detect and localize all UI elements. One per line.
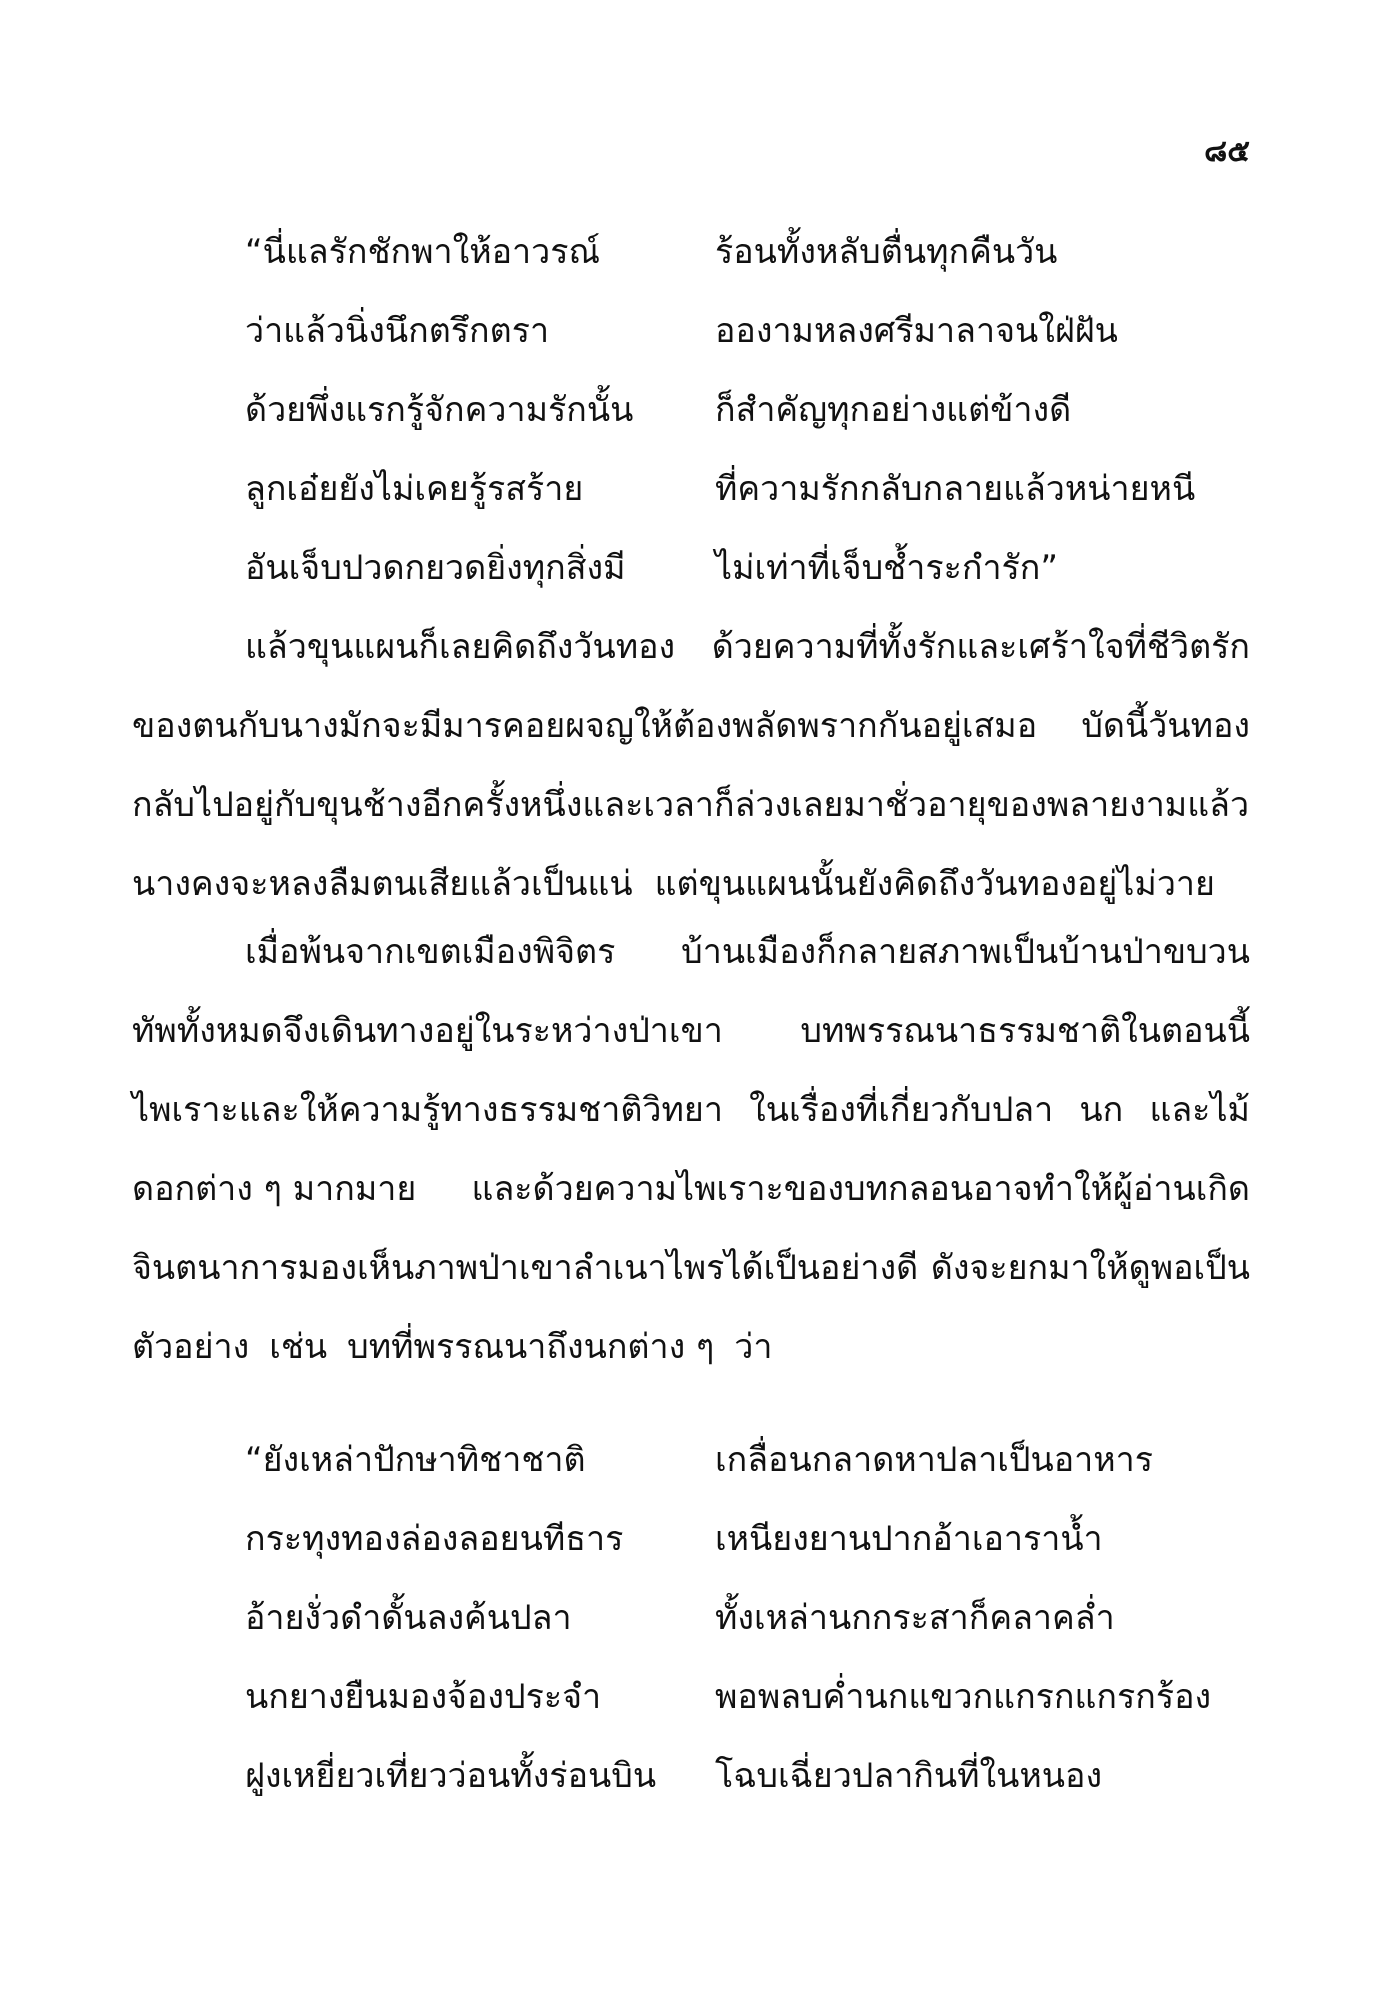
text-run: นก xyxy=(1079,1090,1124,1130)
text-run: นางคงจะหลงลืมตนเสียแล้วเป็นแน่ xyxy=(132,864,633,904)
verse-second-half: เหนียงยานปากอ้าเอาราน้ำ xyxy=(715,1519,1103,1559)
paragraph-line xyxy=(132,775,1250,854)
verse-second-half: เกลื่อนกลาดหาปลาเป็นอาหาร xyxy=(715,1440,1154,1480)
paragraph-line xyxy=(132,922,1250,1001)
verse-second-half: ไม่เท่าที่เจ็บช้ำระกำรัก” xyxy=(715,548,1059,588)
verse-line xyxy=(245,1667,1245,1746)
text-run: กลับไปอยู่กับขุนช้างอีกครั้งหนึ่งและเวลาก็ล่วงเลยมาชั่วอายุของพลายงามแล้ว xyxy=(132,785,1250,825)
verse-line xyxy=(245,222,1245,301)
verse-second-half: ก็สำคัญทุกอย่างแต่ข้างดี xyxy=(715,390,1072,430)
paragraph-1 xyxy=(132,617,1250,933)
text-run: แล้วขุนแผนก็เลยคิดถึงวันทอง xyxy=(245,627,676,667)
text-run: ทัพทั้งหมดจึงเดินทางอยู่ในระหว่างป่าเขา xyxy=(132,1011,723,1051)
verse-second-half: ทั้งเหล่านกกระสาก็คลาคล่ำ xyxy=(715,1598,1115,1638)
paragraph-line xyxy=(132,1159,1250,1238)
verse-line xyxy=(245,1430,1245,1509)
verse-block-2 xyxy=(245,1430,1245,1825)
verse-second-half: ที่ความรักกลับกลายแล้วหน่ายหนี xyxy=(715,469,1196,509)
verse-first-half: ลูกเอ๋ยยังไม่เคยรู้รสร้าย xyxy=(245,469,584,509)
text-run: ดอกต่าง ๆ มากมาย xyxy=(132,1169,417,1209)
text-run: บ้านเมืองก็กลายสภาพเป็นบ้านป่าขบวน xyxy=(681,932,1250,972)
verse-line xyxy=(245,380,1245,459)
text-run: ตัวอย่าง xyxy=(132,1327,250,1367)
page-number: ๘๕ xyxy=(1204,134,1250,169)
verse-first-half: ด้วยพึ่งแรกรู้จักความรักนั้น xyxy=(245,390,634,430)
text-run: บัดนี้วันทอง xyxy=(1081,706,1250,746)
text-run: บทที่พรรณนาถึงนกต่าง ๆ xyxy=(347,1327,715,1367)
paragraph-line xyxy=(132,617,1250,696)
verse-first-half: อ้ายงั่วดำดั้นลงค้นปลา xyxy=(245,1598,572,1638)
verse-second-half: ร้อนทั้งหลับตื่นทุกคืนวัน xyxy=(715,232,1058,272)
paragraph-line xyxy=(132,696,1250,775)
verse-line xyxy=(245,1746,1245,1825)
text-run: ในเรื่องที่เกี่ยวกับปลา xyxy=(749,1090,1054,1130)
text-run: เช่น xyxy=(269,1327,328,1367)
text-run: และด้วยความไพเราะของบทกลอนอาจทำให้ผู้อ่านเกิด xyxy=(471,1169,1250,1209)
verse-second-half: โฉบเฉี่ยวปลากินที่ในหนอง xyxy=(715,1756,1103,1796)
verse-second-half: พอพลบค่ำนกแขวกแกรกแกรกร้อง xyxy=(715,1677,1212,1717)
text-run: บทพรรณนาธรรมชาติในตอนนี้ xyxy=(800,1011,1250,1051)
paragraph-line xyxy=(132,1317,1250,1396)
verse-line xyxy=(245,459,1245,538)
verse-first-half: ฝูงเหยี่ยวเที่ยวว่อนทั้งร่อนบิน xyxy=(245,1756,657,1796)
verse-block-1 xyxy=(245,222,1245,617)
verse-line xyxy=(245,538,1245,617)
text-run: ของตนกับนางมักจะมีมารคอยผจญให้ต้องพลัดพรากกันอยู่เสมอ xyxy=(132,706,1038,746)
verse-line xyxy=(245,1509,1245,1588)
verse-first-half: “นี่แลรักชักพาให้อาวรณ์ xyxy=(245,232,601,272)
paragraph-line xyxy=(132,1001,1250,1080)
text-run: จินตนาการมองเห็นภาพป่าเขาลำเนาไพรได้เป็นอย่างดี xyxy=(132,1248,919,1288)
verse-first-half: อันเจ็บปวดกยวดยิ่งทุกสิ่งมี xyxy=(245,548,626,588)
paragraph-line xyxy=(132,1238,1250,1317)
text-run: และไม้ xyxy=(1149,1090,1250,1130)
text-run: ดังจะยกมาให้ดูพอเป็น xyxy=(930,1248,1250,1288)
verse-first-half: กระทุงทองล่องลอยนทีธาร xyxy=(245,1519,624,1559)
verse-first-half: ว่าแล้วนิ่งนึกตรึกตรา xyxy=(245,311,550,351)
text-run: ด้วยความที่ทั้งรักและเศร้าใจที่ชีวิตรัก xyxy=(711,627,1250,667)
text-run: ไพเราะและให้ความรู้ทางธรรมชาติวิทยา xyxy=(132,1090,723,1130)
verse-line xyxy=(245,301,1245,380)
paragraph-2 xyxy=(132,922,1250,1396)
text-run: เมื่อพ้นจากเขตเมืองพิจิตร xyxy=(245,932,616,972)
verse-first-half: นกยางยืนมองจ้องประจำ xyxy=(245,1677,602,1717)
verse-line xyxy=(245,1588,1245,1667)
verse-second-half: อองามหลงศรีมาลาจนใฝ่ฝัน xyxy=(715,311,1118,351)
paragraph-line xyxy=(132,1080,1250,1159)
text-run: แต่ขุนแผนนั้นยังคิดถึงวันทองอยู่ไม่วาย xyxy=(654,864,1215,904)
text-run: ว่า xyxy=(734,1327,773,1367)
verse-first-half: “ยังเหล่าปักษาทิชาชาติ xyxy=(245,1440,586,1480)
